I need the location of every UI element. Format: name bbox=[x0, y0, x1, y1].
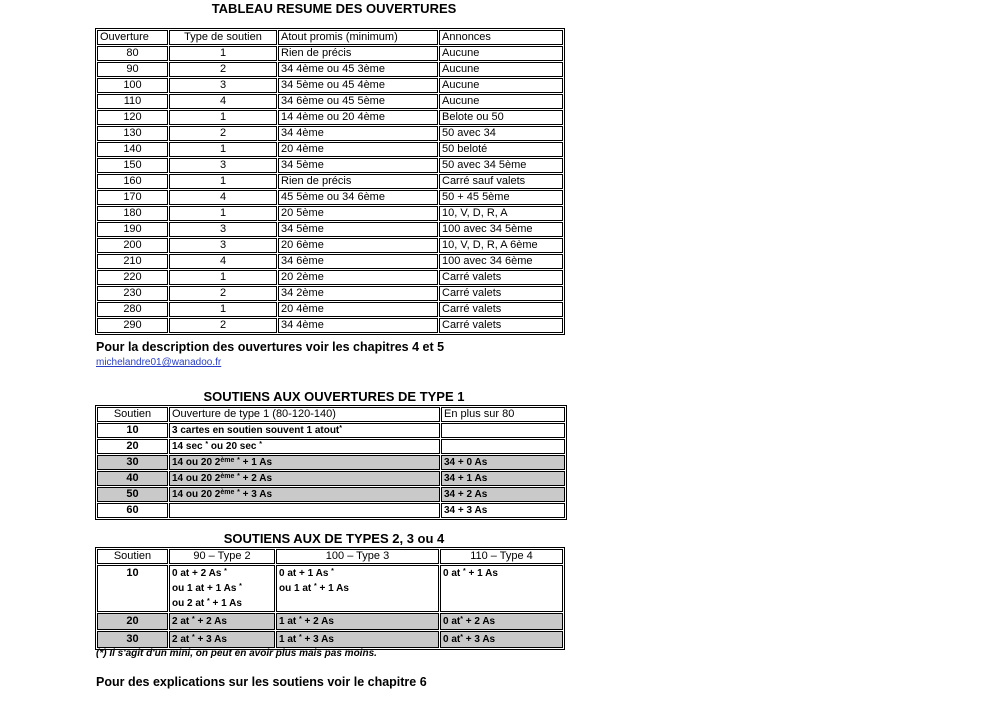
header-row bbox=[97, 549, 563, 564]
table-cell: 14 sec * ou 20 sec * bbox=[169, 439, 440, 454]
table-cell: 120 bbox=[97, 110, 168, 125]
table-cell: 20 5ème bbox=[278, 206, 438, 221]
table-cell: 200 bbox=[97, 238, 168, 253]
table-cell: 110 bbox=[97, 94, 168, 109]
table-row bbox=[97, 565, 563, 612]
note-chapitre-6: Pour des explications sur les soutiens voir le chapitre 6 bbox=[96, 675, 427, 689]
column-header: Ouverture de type 1 (80-120-140) bbox=[169, 407, 440, 422]
table-cell: 180 bbox=[97, 206, 168, 221]
table-cell: 10 bbox=[97, 565, 168, 612]
ouvertures-table bbox=[95, 28, 565, 335]
column-header: Atout promis (minimum) bbox=[278, 30, 438, 45]
soutiens-type1-table bbox=[95, 405, 567, 520]
footnote-mini: (*) Il s'agit d'un mini, on peut en avoir plus mais pas moins. bbox=[96, 648, 377, 659]
table-cell: 3 cartes en soutien souvent 1 atout* bbox=[169, 423, 440, 438]
table-cell: 130 bbox=[97, 126, 168, 141]
table-cell: 2 at * + 3 As bbox=[169, 631, 275, 648]
table-cell: 50 avec 34 5ème bbox=[439, 158, 563, 173]
table-cell: 34 5ème bbox=[278, 158, 438, 173]
column-header: Annonces bbox=[439, 30, 563, 45]
table-cell: 150 bbox=[97, 158, 168, 173]
table-row bbox=[97, 158, 563, 173]
table-row bbox=[97, 78, 563, 93]
table-cell: 50 avec 34 bbox=[439, 126, 563, 141]
table-cell: 1 bbox=[169, 206, 277, 221]
table-cell: 34 + 1 As bbox=[441, 471, 565, 486]
table-cell: 0 at * + 1 As bbox=[440, 565, 563, 612]
table-cell: 280 bbox=[97, 302, 168, 317]
table-row bbox=[97, 206, 563, 221]
table-row bbox=[97, 439, 565, 454]
table-cell: 10 bbox=[97, 423, 168, 438]
column-header: 110 – Type 4 bbox=[440, 549, 563, 564]
table-cell: 1 bbox=[169, 302, 277, 317]
table-cell: 2 bbox=[169, 126, 277, 141]
table-cell: 40 bbox=[97, 471, 168, 486]
table-cell bbox=[441, 439, 565, 454]
table-cell: 10, V, D, R, A 6ème bbox=[439, 238, 563, 253]
table-row bbox=[97, 110, 563, 125]
table-cell: 100 bbox=[97, 78, 168, 93]
column-header: 90 – Type 2 bbox=[169, 549, 275, 564]
column-header: Soutien bbox=[97, 407, 168, 422]
table-cell: 50 beloté bbox=[439, 142, 563, 157]
table-cell: 190 bbox=[97, 222, 168, 237]
column-header: 100 – Type 3 bbox=[276, 549, 439, 564]
table-cell: 3 bbox=[169, 78, 277, 93]
column-header: Ouverture bbox=[97, 30, 168, 45]
table-cell: 2 bbox=[169, 318, 277, 333]
table-cell: 290 bbox=[97, 318, 168, 333]
table-cell: 34 6ème ou 45 5ème bbox=[278, 94, 438, 109]
table-row bbox=[97, 222, 563, 237]
table-cell: 100 avec 34 6ème bbox=[439, 254, 563, 269]
table-cell: Belote ou 50 bbox=[439, 110, 563, 125]
table-row bbox=[97, 302, 563, 317]
table-row bbox=[97, 455, 565, 470]
table-cell: 140 bbox=[97, 142, 168, 157]
table-cell: Aucune bbox=[439, 78, 563, 93]
table-cell bbox=[169, 503, 440, 518]
table-cell: 50 bbox=[97, 487, 168, 502]
table-cell: 4 bbox=[169, 190, 277, 205]
table-cell: 3 bbox=[169, 222, 277, 237]
column-header: En plus sur 80 bbox=[441, 407, 565, 422]
table-cell: 50 + 45 5ème bbox=[439, 190, 563, 205]
table-row bbox=[97, 503, 565, 518]
table-cell: 1 bbox=[169, 270, 277, 285]
table-row bbox=[97, 174, 563, 189]
table-cell: 1 bbox=[169, 110, 277, 125]
table-cell: 230 bbox=[97, 286, 168, 301]
table-cell: 34 4ème bbox=[278, 318, 438, 333]
table-row bbox=[97, 126, 563, 141]
email-link[interactable]: michelandre01@wanadoo.fr bbox=[96, 357, 222, 368]
table-cell: 0 at* + 2 As bbox=[440, 613, 563, 630]
table-cell: 34 + 3 As bbox=[441, 503, 565, 518]
table-cell: 3 bbox=[169, 158, 277, 173]
table-row bbox=[97, 190, 563, 205]
table-cell: Carré sauf valets bbox=[439, 174, 563, 189]
table-row bbox=[97, 423, 565, 438]
table-cell: 170 bbox=[97, 190, 168, 205]
column-header: Type de soutien bbox=[169, 30, 277, 45]
table-row bbox=[97, 238, 563, 253]
title-tableau-resume: TABLEAU RESUME DES OUVERTURES bbox=[211, 1, 457, 16]
table-row bbox=[97, 46, 563, 61]
table-cell: Aucune bbox=[439, 94, 563, 109]
table-cell: 34 4ème bbox=[278, 126, 438, 141]
table-cell: 20 2ème bbox=[278, 270, 438, 285]
header-row bbox=[97, 407, 565, 422]
table-cell: 160 bbox=[97, 174, 168, 189]
note-chapitres-4-5: Pour la description des ouvertures voir les chapitres 4 et 5 bbox=[96, 340, 445, 354]
table-cell bbox=[441, 423, 565, 438]
table-row bbox=[97, 471, 565, 486]
table-cell: 4 bbox=[169, 94, 277, 109]
table-cell: 2 bbox=[169, 286, 277, 301]
table-cell: 220 bbox=[97, 270, 168, 285]
table-cell: 14 4ème ou 20 4ème bbox=[278, 110, 438, 125]
table-row bbox=[97, 613, 563, 630]
table-row bbox=[97, 94, 563, 109]
table-cell: 34 2ème bbox=[278, 286, 438, 301]
table-cell: Carré valets bbox=[439, 318, 563, 333]
table-cell: 14 ou 20 2ème * + 1 As bbox=[169, 455, 440, 470]
table-cell: 34 5ème ou 45 4ème bbox=[278, 78, 438, 93]
table-row bbox=[97, 62, 563, 77]
table-cell: Aucune bbox=[439, 62, 563, 77]
table-cell: 20 4ème bbox=[278, 302, 438, 317]
table-cell: 0 at + 1 As * ou 1 at * + 1 As bbox=[276, 565, 439, 612]
column-header: Soutien bbox=[97, 549, 168, 564]
title-soutiens-type1: SOUTIENS AUX OUVERTURES DE TYPE 1 bbox=[203, 389, 465, 404]
table-row bbox=[97, 270, 563, 285]
table-cell: 4 bbox=[169, 254, 277, 269]
table-cell: 3 bbox=[169, 238, 277, 253]
table-cell: 1 bbox=[169, 174, 277, 189]
document-content bbox=[95, 0, 577, 707]
table-cell: 210 bbox=[97, 254, 168, 269]
table-cell: 34 6ème bbox=[278, 254, 438, 269]
table-cell: 0 at + 2 As * ou 1 at + 1 As * ou 2 at * + 1 As bbox=[169, 565, 275, 612]
table-cell: 60 bbox=[97, 503, 168, 518]
soutiens-types-234-table bbox=[95, 547, 565, 650]
table-cell: 34 5ème bbox=[278, 222, 438, 237]
table-cell: Aucune bbox=[439, 46, 563, 61]
table-cell: 20 bbox=[97, 439, 168, 454]
table-cell: 90 bbox=[97, 62, 168, 77]
table-cell: 0 at* + 3 As bbox=[440, 631, 563, 648]
table-cell: 1 bbox=[169, 46, 277, 61]
title-soutiens-types-234: SOUTIENS AUX DE TYPES 2, 3 ou 4 bbox=[223, 531, 445, 546]
table-row bbox=[97, 286, 563, 301]
table-cell: 1 at * + 2 As bbox=[276, 613, 439, 630]
table-cell: Carré valets bbox=[439, 286, 563, 301]
table-cell: Rien de précis bbox=[278, 174, 438, 189]
table-cell: 2 at * + 2 As bbox=[169, 613, 275, 630]
table-cell: Carré valets bbox=[439, 302, 563, 317]
table-cell: 20 bbox=[97, 613, 168, 630]
table-cell: 20 4ème bbox=[278, 142, 438, 157]
table-cell: Rien de précis bbox=[278, 46, 438, 61]
table-cell: 45 5ème ou 34 6ème bbox=[278, 190, 438, 205]
table-cell: 20 6ème bbox=[278, 238, 438, 253]
table-cell: Carré valets bbox=[439, 270, 563, 285]
table-row bbox=[97, 318, 563, 333]
table-cell: 1 bbox=[169, 142, 277, 157]
table-cell: 14 ou 20 2ème * + 2 As bbox=[169, 471, 440, 486]
table-cell: 34 + 0 As bbox=[441, 455, 565, 470]
table-cell: 100 avec 34 5ème bbox=[439, 222, 563, 237]
table-cell: 34 + 2 As bbox=[441, 487, 565, 502]
table-cell: 14 ou 20 2ème * + 3 As bbox=[169, 487, 440, 502]
table-cell: 1 at * + 3 As bbox=[276, 631, 439, 648]
table-row bbox=[97, 631, 563, 648]
table-cell: 30 bbox=[97, 631, 168, 648]
header-row bbox=[97, 30, 563, 45]
table-row bbox=[97, 487, 565, 502]
table-cell: 10, V, D, R, A bbox=[439, 206, 563, 221]
table-row bbox=[97, 142, 563, 157]
table-row bbox=[97, 254, 563, 269]
table-cell: 30 bbox=[97, 455, 168, 470]
table-cell: 80 bbox=[97, 46, 168, 61]
table-cell: 2 bbox=[169, 62, 277, 77]
table-cell: 34 4ème ou 45 3ème bbox=[278, 62, 438, 77]
